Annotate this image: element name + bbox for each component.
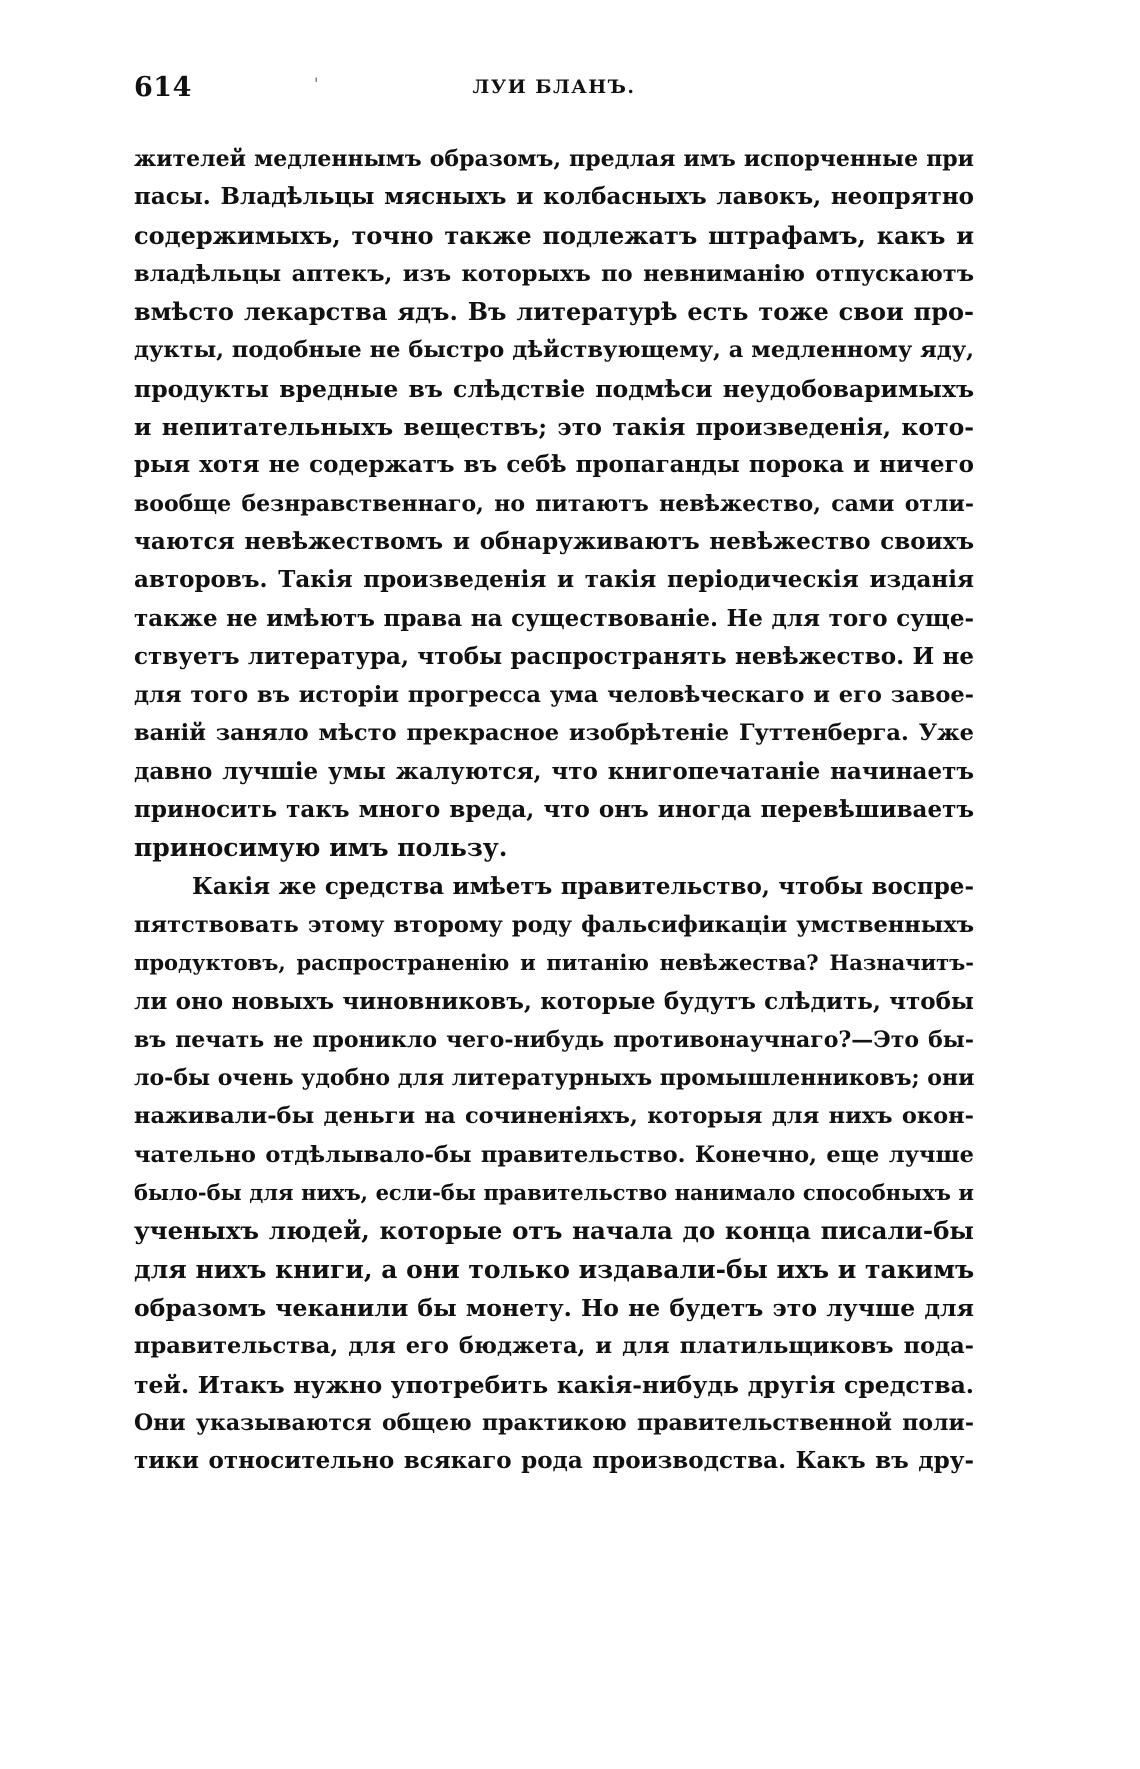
text-line: образомъ чеканили бы монету. Но не будетъ это лучше для xyxy=(134,1293,974,1322)
running-title: ЛУИ БЛАНЪ. xyxy=(472,76,636,98)
text-line: правительства, для его бюджета, и для платильщиковъ пода- xyxy=(134,1333,974,1360)
paragraph-end-line: приносимую имъ пользу. xyxy=(134,833,508,863)
text-line: вообще безнравственнаго, но питаютъ невѣжество, сами отли- xyxy=(134,490,974,517)
text-line: чательно отдѣлывало-бы правительство. Конечно, еще лучше xyxy=(134,1141,974,1168)
page-header xyxy=(134,72,974,112)
text-line: Они указываются общею практикою правительственной поли- xyxy=(134,1409,974,1436)
text-line: наживали-бы деньги на сочиненіяхъ, которыя для нихъ окон- xyxy=(134,1103,974,1130)
paragraph-start-line: Какія же средства имѣетъ правительство, чтобы воспре- xyxy=(192,872,974,900)
stray-mark: ' xyxy=(314,74,319,93)
text-line: ли оно новыхъ чиновниковъ, которые будутъ слѣдить, чтобы xyxy=(134,987,974,1015)
text-line: продуктовъ, распространенію и питанію невѣжества? Назначитъ- xyxy=(134,950,974,976)
text-line: владѣльцы аптекъ, изъ которыхъ по невниманію отпускаютъ xyxy=(134,260,974,287)
text-line: продукты вредные въ слѣдствіе подмѣси неудобоваримыхъ xyxy=(134,374,974,403)
text-line: содержимыхъ, точно также подлежатъ штрафамъ, какъ и xyxy=(134,220,974,250)
page-number: 614 xyxy=(134,72,192,103)
text-line: чаются невѣжествомъ и обнаруживаютъ невѣжество своихъ xyxy=(134,527,974,555)
text-line: было-бы для нихъ, если-бы правительство нанимало способныхъ и xyxy=(134,1180,974,1206)
text-line: пятствовать этому второму роду фальсификаціи умственныхъ xyxy=(134,911,974,938)
text-line: также не имѣютъ права на существованіе. Не для того суще- xyxy=(134,604,974,632)
text-line: для нихъ книги, а они только издавали-бы ихъ и такимъ xyxy=(134,1254,974,1284)
text-line: ло-бы очень удобно для литературныхъ промышленниковъ; они xyxy=(134,1065,974,1092)
text-line: ствуетъ литература, чтобы распространять невѣжество. И не xyxy=(134,642,974,670)
body-text xyxy=(134,140,974,1480)
text-line: пасы. Владѣльцы мясныхъ и колбасныхъ лавокъ, неопрятно xyxy=(134,183,974,211)
text-line: тей. Итакъ нужно употребить какія-нибудь другія средства. xyxy=(134,1370,974,1399)
text-line: жителей медленнымъ образомъ, предлая имъ испорченные при xyxy=(134,146,974,172)
text-line: тики относительно всякаго рода производства. Какъ въ дру- xyxy=(134,1447,974,1475)
text-line: дукты, подобные не быстро дѣйствующему, а медленному яду, xyxy=(134,337,974,364)
text-line: приносить такъ много вреда, что онъ иногда перевѣшиваетъ xyxy=(134,796,974,824)
text-line: и непитательныхъ веществъ; это такія произведенія, кото- xyxy=(134,413,974,442)
text-line: въ печать не проникло чего-нибудь противонаучнаго?—Это бы- xyxy=(134,1026,974,1053)
text-line: давно лучшіе умы жалуются, что книгопечатаніе начинаетъ xyxy=(134,757,974,785)
text-line: авторовъ. Такія произведенія и такія періодическія изданія xyxy=(134,566,974,594)
text-line: вмѣсто лекарства ядъ. Въ литературѣ есть тоже свои про- xyxy=(134,297,974,327)
text-line: ученыхъ людей, которые отъ начала до конца писали-бы xyxy=(134,1216,974,1246)
text-line: ваній заняло мѣсто прекрасное изобрѣтеніе Гуттенберга. Уже xyxy=(134,720,974,747)
text-line: рыя хотя не содержатъ въ себѣ пропаганды порока и ничего xyxy=(134,451,974,479)
text-line: для того въ исторіи прогресса ума человѣческаго и его завое- xyxy=(134,682,974,709)
